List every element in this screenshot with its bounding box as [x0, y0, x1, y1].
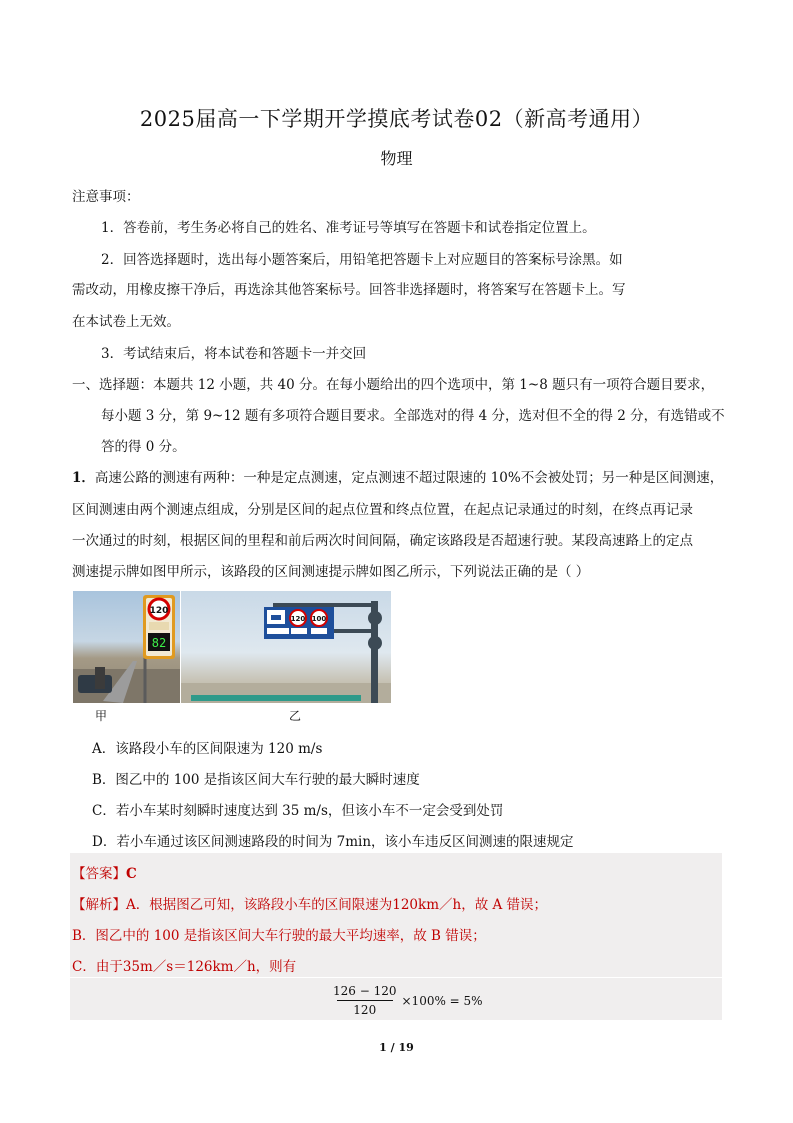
figure-caption-b: 乙	[289, 709, 302, 723]
question-1-stem-line-1: 1．高速公路的测速有两种：一种是定点测速，定点测速不超过限速的 10%不会被处罚；另一种是区间测速，	[72, 470, 724, 486]
page-number: 1 / 19	[379, 1041, 414, 1054]
interval-sign-limit-truck: 100	[311, 615, 327, 623]
answer-line	[72, 862, 137, 882]
fixed-sign-display: 82	[151, 636, 167, 650]
section-1-line-2: 每小题 3 分，第 9~12 题有多项符合题目要求。全部选对的得 4 分，选对但不全的得 2 分，有选错或不	[101, 408, 725, 424]
formula	[330, 984, 483, 1017]
interval-sign-limit-car: 120	[290, 615, 306, 623]
notes-item-2-line-3: 在本试卷上无效。	[72, 314, 180, 330]
subject-title: 物理	[380, 149, 413, 168]
analysis-label: 【解析】	[72, 897, 126, 913]
formula-rest: ×100% = 5%	[401, 993, 483, 1008]
answer-value: C	[126, 866, 137, 882]
exam-title: 2025届高一下学期开学摸底考试卷02（新高考通用）	[139, 107, 654, 131]
fixed-speed-sign-illustration	[73, 591, 180, 703]
figure-caption-a: 甲	[95, 709, 108, 723]
answer-label: 【答案】	[72, 866, 126, 882]
question-number: 1．	[72, 470, 95, 486]
interval-speed-sign-illustration	[181, 591, 391, 703]
notes-item-2-line-1: 2．回答选择题时，选出每小题答案后，用铅笔把答题卡上对应题目的答案标号涂黑。如	[101, 252, 623, 268]
formula-numerator: 126 − 120	[333, 984, 397, 998]
notes-item-2-line-2: 需改动，用橡皮擦干净后，再选涂其他答案标号。回答非选择题时，将答案写在答题卡上。写	[72, 282, 626, 298]
section-1-line-3: 答的得 0 分。	[101, 439, 186, 455]
formula-fraction	[330, 984, 400, 1017]
question-1-stem-line-2: 区间测速由两个测速点组成，分别是区间的起点位置和终点位置，在起点记录通过的时刻，在终点再记录	[72, 502, 693, 518]
notes-item-3: 3．考试结束后，将本试卷和答题卡一并交回	[101, 346, 367, 362]
analysis-line-2: B．图乙中的 100 是指该区间大车行驶的最大平均速率，故 B 错误；	[72, 928, 486, 944]
question-1-stem-line-4: 测速提示牌如图甲所示，该路段的区间测速提示牌如图乙所示，下列说法正确的是（ ）	[72, 564, 590, 580]
option-a: A．该路段小车的区间限速为 120 m/s	[92, 741, 323, 757]
notes-item-1: 1．答卷前，考生务必将自己的姓名、准考证号等填写在答题卡和试卷指定位置上。	[101, 220, 596, 236]
photo-interval-speed-sign	[181, 591, 391, 703]
fraction-bar	[337, 1000, 393, 1001]
photo-fixed-speed-sign	[73, 591, 180, 703]
question-1-stem-line-3: 一次通过的时刻，根据区间的里程和前后两次时间间隔，确定该路段是否超速行驶。某段高速路上的定点	[72, 533, 693, 549]
analysis-line-1: 【解析】A．根据图乙可知，该路段小车的区间限速为120km／h，故 A 错误；	[72, 897, 548, 913]
section-1-line-1: 一、选择题：本题共 12 小题，共 40 分。在每小题给出的四个选项中，第 1~8 题只有一项符合题目要求，	[72, 377, 715, 393]
option-c: C．若小车某时刻瞬时速度达到 35 m/s，但该小车不一定会受到处罚	[92, 803, 504, 819]
question-1-figure	[73, 591, 391, 723]
notes-heading: 注意事项：	[72, 189, 140, 205]
analysis-line-3: C．由于35m／s＝126km／h，则有	[72, 959, 297, 975]
option-b: B．图乙中的 100 是指该区间大车行驶的最大瞬时速度	[92, 772, 420, 788]
fixed-sign-limit: 120	[149, 606, 169, 616]
formula-denominator: 120	[353, 1003, 377, 1017]
option-d: D．若小车通过该区间测速路段的时间为 7min，该小车违反区间测速的限速规定	[92, 834, 574, 850]
